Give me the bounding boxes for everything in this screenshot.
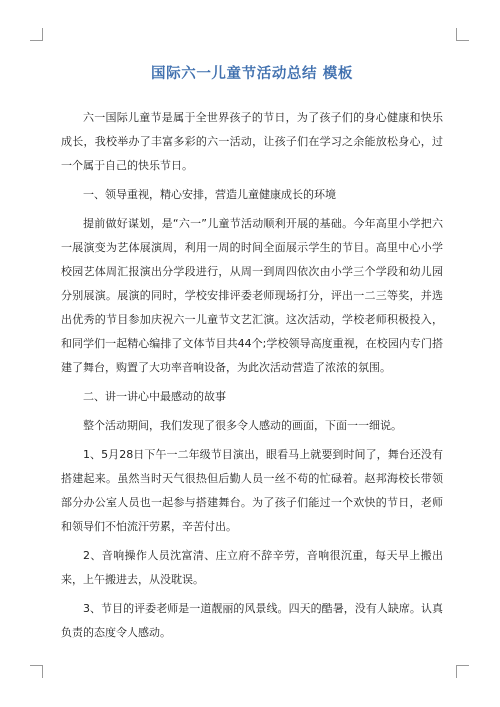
crop-mark-top-right [456, 28, 469, 41]
section-heading-1: 一、领导重视，精心安排，营造儿童健康成长的环境 [83, 188, 336, 201]
crop-mark-bottom-right [456, 665, 469, 678]
crop-mark-bottom-left [30, 665, 43, 678]
document-title: 国际六一儿童节活动总结 模板 [151, 66, 353, 82]
section-heading-2: 二、讲一讲心中最感动的故事 [83, 390, 226, 403]
document-page [61, 62, 443, 650]
intro-paragraph: 六一国际儿童节是属于全世界孩子的节日，为了孩子们的身心健康和快乐成长，我校举办了丰富多彩的六一活动，让孩子们在学习之余能放松身心，过一个属于自己的快乐节日。 [61, 111, 443, 172]
story-1-paragraph: 1、5月28日下午一二年级节目演出，眼看马上就要到时间了，舞台还没有搭建起来。虽然当时天气很热但后勤人员一丝不苟的忙碌着。赵邦海校长带领部分办公室人员也一起参与搭建舞台。为了孩子们能过一个欢快的节日，老师和领导们不怕流汗劳累，辛苦付出。 [61, 448, 443, 533]
story-3-paragraph: 3、节目的评委老师是一道靓丽的风景线。四天的酷暑，没有人缺席。认真负责的态度令人感动。 [61, 602, 443, 639]
story-2-paragraph: 2、音响操作人员沈富清、庄立府不辞辛劳，音响很沉重，每天早上搬出来，上午搬进去，从没耽误。 [61, 549, 443, 586]
section-2-intro-paragraph: 整个活动期间，我们发现了很多令人感动的画面，下面一一细说。 [83, 419, 402, 432]
section-1-paragraph: 提前做好谋划，是“六一”儿童节活动顺利开展的基础。今年高里小学把六一展演变为艺体展演周，利用一周的时间全面展示学生的节目。高里中心小学校园艺体周汇报演出分学段进行，从周一到周四依次由小学三个学段和幼儿园分别展演。展演的同时，学校安排评委老师现场打分，评出一二三等奖，并选出优秀的节目参加庆祝六一儿童节文艺汇演。这次活动，学校老师积极投入，和同学们一起精心编排了文体节目共44个;学校领导高度重视，在校园内专门搭建了舞台，购置了大功率音响设备，为此次活动营造了浓浓的氛围。 [61, 217, 443, 374]
crop-mark-top-left [30, 28, 43, 41]
